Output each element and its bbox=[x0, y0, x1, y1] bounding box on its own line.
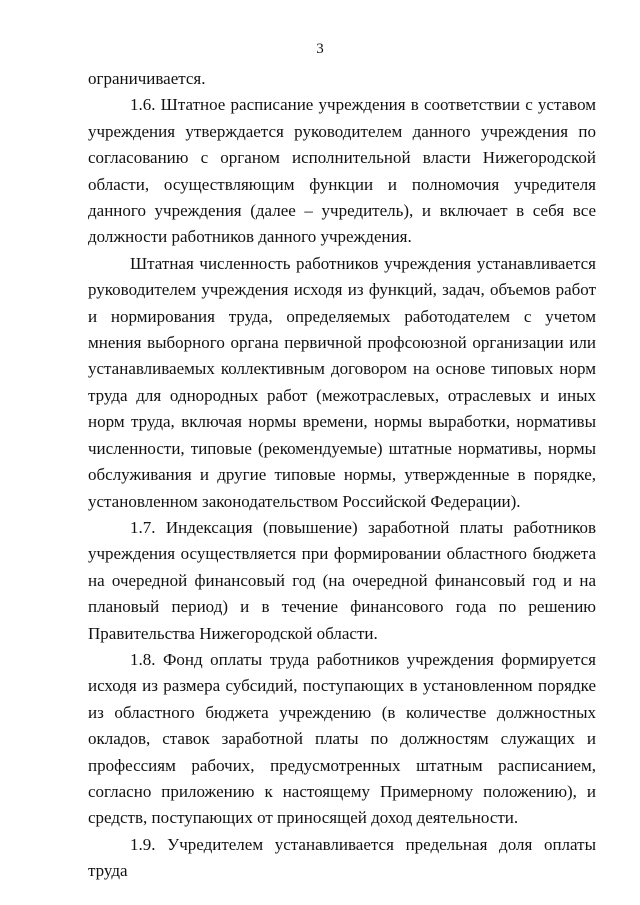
paragraph-1-8: 1.8. Фонд оплаты труда работников учреждения формируется исходя из размера субсидий, поступающих в установленном порядке из областного бюджета учреждению (в количестве должностных окладов, ставок заработной платы по должностям служащих и профессиям рабочих, предусмотренных штатным расписанием, согласно приложению к настоящему Примерному положению), и средств, поступающих от приносящей доход деятельности. bbox=[88, 649, 596, 828]
paragraph-1-9: 1.9. Учредителем устанавливается предельная доля оплаты труда bbox=[88, 834, 596, 881]
paragraph-1-6: 1.6. Штатное расписание учреждения в соответствии с уставом учреждения утверждается руководителем данного учреждения по согласованию с органом исполнительной власти Нижегородской области, осуществляющим функции и полномочия учредителя данного учреждения (далее – учредитель), и включает в себя все должности работников данного учреждения. bbox=[88, 95, 596, 247]
page-number: 3 bbox=[316, 41, 324, 57]
paragraph-1-7: 1.7. Индексация (повышение) заработной платы работников учреждения осуществляется при формировании областного бюджета на очередной финансовый год (на очередной финансовый год и на плановый период) и в течение финансового года по решению Правительства Нижегородской области. bbox=[88, 517, 596, 643]
paragraph-staff-numbers: Штатная численность работников учреждения устанавливается руководителем учреждения исходя из функций, задач, объемов работ и нормирования труда, определяемых работодателем с учетом мнения выборного органа первичной профсоюзной организации или устанавливаемых коллективным договором на основе типовых норм труда для однородных работ (межотраслевых, отраслевых и иных норм труда, включая нормы времени, нормы выработки, нормативы численности, типовые (рекомендуемые) штатные нормативы, нормы обслуживания и другие типовые нормы, утвержденные в порядке, установленном законодательством Российской Федерации). bbox=[88, 253, 596, 511]
document-body bbox=[88, 66, 596, 885]
paragraph-continuation: ограничивается. bbox=[88, 69, 206, 88]
